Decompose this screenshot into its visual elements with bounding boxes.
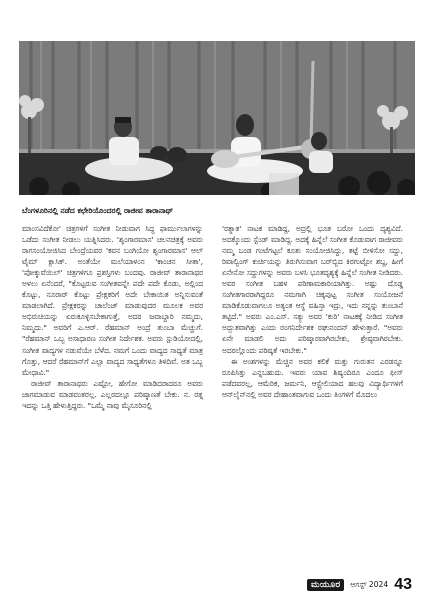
paragraph: ಈ ಅಂಶಗಳನ್ನು ಮೆಚ್ಚಿನ ಅವರ ಕಲಿಕೆ ಮತ್ತು ಗುರುತನ ಎರಡನ್ನೂ ರೂಪಿಸಿತ್ತು ಎನ್ನಬಹುದು. ಇವರು ಯಾವ ಶಿಷ್ಯಂದಿರೂ ಎಂದೂ ಫೀಸ್ ಪಡೆದವರಲ್ಲ, ಆಮೆರಿಕ, ಜರ್ಮನಿ, ಆಸ್ಟ್ರೇಲಿಯಾದ ಹಲವು ವಿದ್ಯಾರ್ಥಿಗಳಿಗೆ ಆನ್‌ಲೈನ್‌ನಲ್ಲಿ ಅವರ ದೇಹಾಂತವಾಗುವ ಒಂದು ತಿಂಗಳಿಗೆ ಮೊದಲು	[222, 356, 403, 399]
page-number: 43	[394, 576, 412, 593]
issue-date: ಆಗಸ್ಟ್ 2024	[350, 580, 389, 589]
photo-caption: ಬೆಂಗಳೂರಿನಲ್ಲಿ ನಡೆದ ಕಛೇರಿಯೊಂದರಲ್ಲಿ ರಾಜೀವ ತಾರಾನಾಥ್	[22, 206, 174, 215]
page-footer	[307, 576, 412, 594]
paragraph: ರಾಜೀವ್ ತಾರಾನಾಥರು ಎಷ್ಟೋ, ಹೇಗೋ ಮಾಡಿದರಾದರೂ ಅವರು ಜಾಗಮಾಡುವ ಮಾಡವಂತರಲ್ಲ. ಎಲ್ಲರದಲ್ಲೂ ಪರಿಷ್ಕಾಣತೆ ಬೇಕು. ನ. ರತ್ನ ಇದನ್ನು ಒತ್ತಿ ಹೇಳುತ್ತಿದ್ದರು. "ಒಮ್ಮೆ ನಾವು ಮೈಸೂರಿನಲ್ಲಿ	[22, 378, 203, 410]
paragraph: ಮಾಂಸವಿದೆಕೋ' ಚಿತ್ರಗಳಿಗೆ ಸಂಗೀತ ನೀಡುವಾಗ ಸಿದ್ಧ ಫಾರ್ಮುಲಾಗಳನ್ನು ಒಡೆದು ಸಂಗೀತ ನೀಡಲು ಯತ್ನಿಸಿದರು. 'ಶೃಂಗಾರಮಾಸ' ಚಲನಚಿತ್ರಕ್ಕೆ ಅವರು ರಾಗಸಂಯೋಜಿಸಿದ ಬೇಂದ್ರೆಯವರ 'ಕವನ ಬಂಗಿಯೋ ಶೃಂಗಾರಮಾಸ' ಆಲ್ ಟೈಮ್ ಕ್ಲಾಸಿಕ್. ಅಂತೆಯೇ ಮಲೆಯಾಳಂನ 'ಕಾಂಚನ ಸೀತಾ', 'ಪೋಕ್ಕುವೆಯಿಲ್' ಚಿತ್ರಗಳಿಗೂ ಪ್ರಶಸ್ತಿಗಳು ಬಂದವು. ರಾಜೀವ್ ತಾರಾನಾಥರ ಅಳಲು ಏನೆಂದರೆ, "ಕೊಟ್ಟರುವ ಸಂಗೀತವನ್ನೇ ಪದೇ ಪದೇ ಕೊಡು, ಅಲ್ಲಿಂದ ಕೊಟ್ಟು, ನೂರಾರ್ ಕೊಟ್ಟು ಪ್ರೇಕ್ಷಕರಿಗೆ ಅದೇ ಬೇಕಾಯಿತ ಅನ್ನಿಸುವಂತೆ ಮಾಡಲಾಗಿದೆ. ಪ್ರೇಕ್ಷಕರನ್ನು ಚಾಲೆಂಜ್ ಮಾಡುವುದರ ಮೂಲಕ ಅವರ ಅಭಿರುಚಿಯನ್ನು ಏರುಕೂಳ್ಳಿಸಬೇಕಾಗುತ್ತೆ, ಅದರ ಜವಾಬ್ದಾರಿ ನಮ್ಮದು, ನಿಮ್ಮದು." ಅವರಿಗೆ ಎ.ಆರ್. ರೆಹಮಾನ್ ಅಂದ್ರೆ ತುಂಬಾ ಮೆಚ್ಚುಗೆ. "ರೆಹಮಾನ್ ಒಬ್ಬ ಅಸಾಧಾರಣ ಸಂಗೀತ ನಿರ್ದೇಶಕ. ಅವರು ಸ್ಟುಡಿಯೋದಲ್ಲಿ, ಸಂಗೀತ ವಾದ್ಯಗಳ ನಡುವೆಯೇ ಬೆಳೆದ. ನಮಗೆ ಒಂದು ವಾದ್ಯದ ಸಾಧ್ಯತೆ ಮಾತ್ರ ಗೊತ್ತು, ಆದರೆ ರೆಹಮಾನ್‌ಗೆ ಎಲ್ಲಾ ವಾದ್ಯದ ಸಾಧ್ಯತೆಗಳೂ ತಿಳಿದಿವೆ. ಅತ ಒಬ್ಬ ಮೇಧಾವಿ."	[22, 224, 203, 377]
article-column-right	[222, 223, 403, 400]
concert-stage-photo	[19, 41, 415, 195]
paragraph: 'ರತ್ನಾತ' ನಾಟಕ ಮಾಡಿದ್ದ, ಅದ್ರಲ್ಲಿ ಭೂತ ಬರೋ ಒಂದು ದೃಶ್ಯವಿದೆ. ಅದಕ್ಕೊಂದು ಸ್ಟೆಂಡ್ ಮಾಡಿದ್ದ. ಅದಕ್ಕೆ ಹಿನ್ನೆಲೆ ಸಂಗೀತ ಕೊಡುವಾಗ ರಾಜೀವರು ನಮ್ಮ ಬಂಡ ಗಂಟೆಗಟ್ಟಲೆ ಕೂತು ಸಂಯೋಜಿಸಿದ್ದು, ತಟ್ಟೆ ಬೀಳಿಸೋ ಸದ್ದು, ರಿವಾಲ್ವಿಂಗ್ ಕುರ್ಚಿಯನ್ನು ತಿರುಗಿಸುವಾಗ ಬರ್‌ಬ್ಬಿದ ಕಿರಗುಟ್ಟೋ ಶಬ್ದ, ಹೀಗೆ ಏನೇನೋ ಸದ್ದುಗಳನ್ನು ಅವರು ಬಳಸಿ ಭೂತದೃಶ್ಯಕ್ಕೆ ಹಿನ್ನೆಲೆ ಸಂಗೀತ ನೀಡಿದರು. ಅವರ ಸಂಗೀತ ಬಹಳ ಪರಿಣಾಮಕಾರಿಯಾಗಿತ್ತು. ಅಷ್ಟು ದೊಡ್ಡ ಸಂಗೀತಗಾರರಾಗಿದ್ದರೂ ನಮಗಾಗಿ ಚಿಕ್ಕಪುಟ್ಟ ಸಂಗೀತ ಸಂಯೋಜನೆ ಮಾಡಿಕೊಡುವಾಗಲೂ ಅತ್ಯಂತ ಆಸ್ಥೆ ವಹಿಸ್ತಾ ಇದ್ರು, ಇದು ನನ್ನನ್ನು ತುಂಬಾನೆ ತಟ್ಟಿದೆ." ಅವರು ಎಂ.ಎಸ್. ಸತ್ಯು ಅವರ 'ಕುರಿ' ನಾಟಕಕ್ಕೆ ನೀಡಿದ ಸಂಗೀತ ಅದ್ಭುತವಾಗಿತ್ತು ಎಂದು ರಂಗನಿರ್ದೇಶಕ ರಘುನಂದನ್ ಹೇಳುತ್ತಾರೆ. "ಅವರು ಏನೇ ಮಾಡಲಿ ಅದು ಪರಿಷ್ಕಾರವಾಗಿರಬೇಕು, ಶ್ರೇಷ್ಠವಾಗಿರಬೇಕು. ಅದರಲ್ಲೊಂದು ಪರಿಷ್ಕತೆ ಇರಬೇಕು."	[222, 224, 403, 355]
article-column-left	[22, 223, 203, 411]
magazine-logo: ಮಯೂರ	[307, 579, 344, 591]
